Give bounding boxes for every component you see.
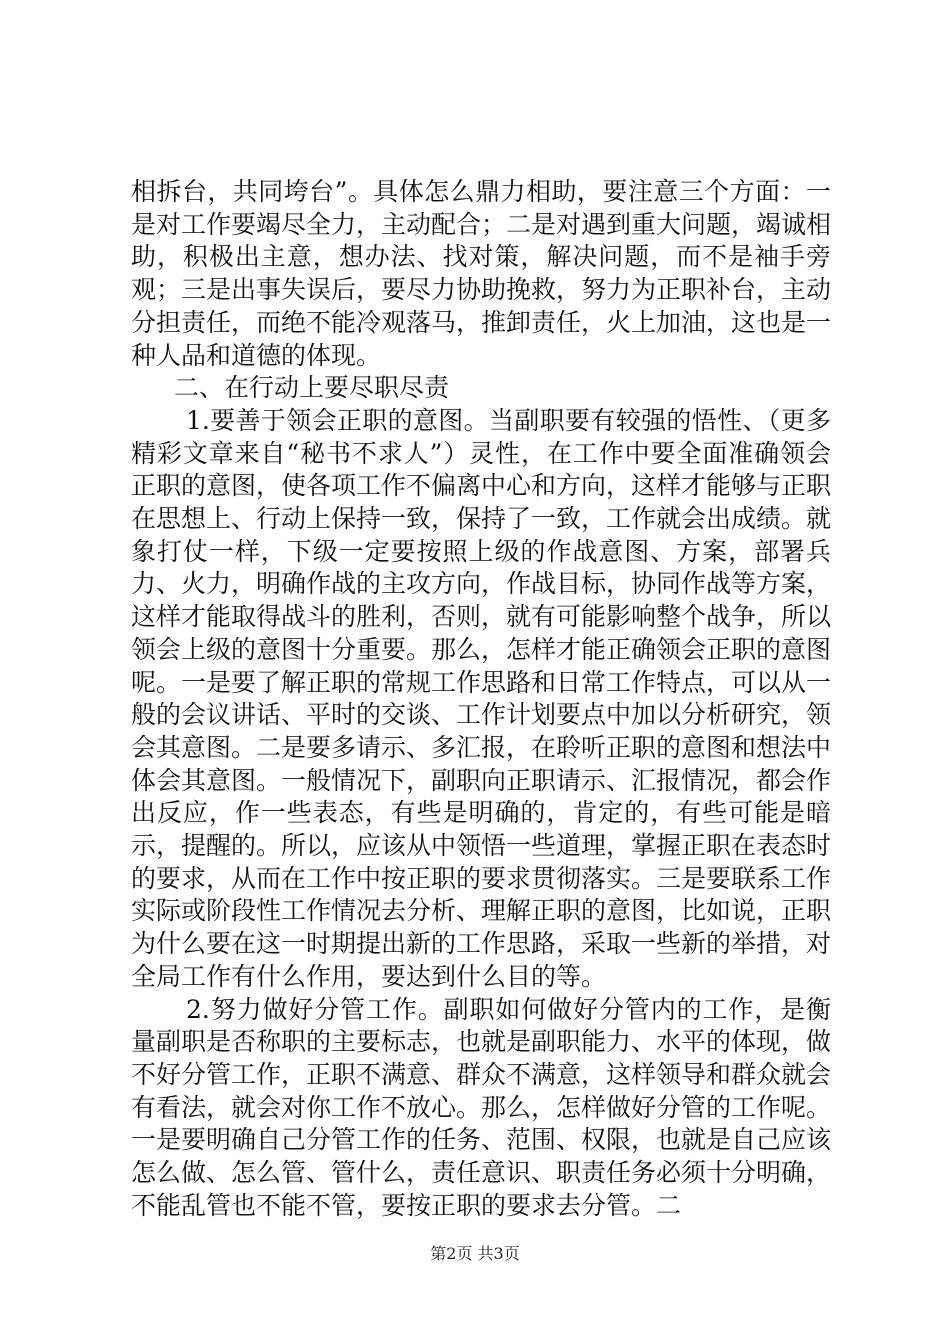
paragraph-point-1: 1.要善于领会正职的意图。当副职要有较强的悟性、（更多精彩文章来自“秘书不求人”）灵性，在工作中要全面准确领会正职的意图，使各项工作不偏离中心和方向，这样才能够与正职在思想上、行动上保持一致，保持了一致，工作就会出成绩。就象打仗一样，下级一定要按照上级的作战意图、方案，部署兵力、火力，明确作战的主攻方向，作战目标，协同作战等方案，这样才能取得战斗的胜利，否则，就有可能影响整个战争，所以领会上级的意图十分重要。那么，怎样才能正确领会正职的意图呢。一是要了解正职的常规工作思路和日常工作特点，可以从一般的会议讲话、平时的交谈、工作计划要点中加以分析研究，领会其意图。二是要多请示、多汇报，在聆听正职的意图和想法中体会其意图。一般情况下，副职向正职请示、汇报情况，都会作出反应，作一些表态，有些是明确的，肯定的，有些可能是暗示，提醒的。所以，应该从中领悟一些道理，掌握正职在表态时的要求，从而在工作中按正职的要求贯彻落实。三是要联系工作实际或阶段性工作情况去分析、理解正职的意图，比如说，正职为什么要在这一时期提出新的工作思路，采取一些新的举措，对全局工作有什么作用，要达到什么目的等。 — [131, 405, 832, 991]
document-body — [131, 176, 831, 1223]
section-heading: 二、在行动上要尽职尽责 — [174, 373, 450, 403]
paragraph-point-2: 2.努力做好分管工作。副职如何做好分管内的工作，是衡量副职是否称职的主要标志，也就是副职能力、水平的体现，做不好分管工作，正职不满意、群众不满意，这样领导和群众就会有看法，就会对你工作不放心。那么，怎样做好分管的工作呢。一是要明确自己分管工作的任务、范围、权限，也就是自己应该怎么做、怎么管、管什么，责任意识、职责任务必须十分明确，不能乱管也不能不管，要按正职的要求去分管。二 — [131, 994, 832, 1220]
page-footer: 第2页 共3页 — [430, 1244, 520, 1263]
paragraph-continuation: 相拆台，共同垮台”。具体怎么鼎力相助，要注意三个方面：一是对工作要竭尽全力，主动配合；二是对遇到重大问题，竭诚相助，积极出主意，想办法、找对策，解决问题，而不是袖手旁观；三是出事失误后，要尽力协助挽救，努力为正职补台，主动分担责任，而绝不能冷观落马，推卸责任，火上加油，这也是一种人品和道德的体现。 — [131, 177, 832, 370]
